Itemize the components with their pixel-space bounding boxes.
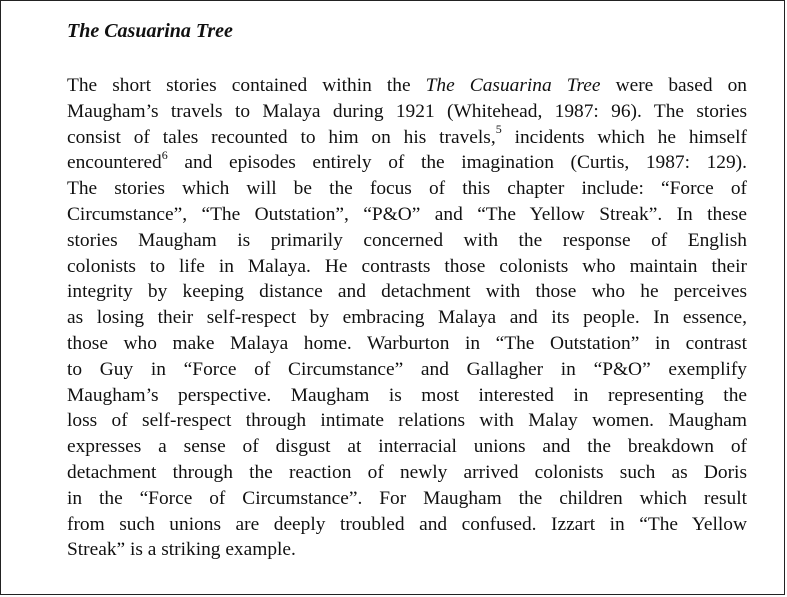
text-run: Maugham’s perspective. Maugham is most interested in representing the [67,384,747,406]
text-run: encountered [67,152,162,174]
text-line [67,122,748,151]
text-run: were based on [600,75,747,96]
body-paragraph [67,73,747,563]
text-run: The short stories contained within the [67,75,426,96]
footnote-marker: 5 [495,122,502,137]
text-run: as losing their self-respect by embracing Malaya and its people. In essence, [67,307,747,329]
section-heading: The Casuarina Tree [67,20,233,42]
text-line [67,331,747,357]
text-run: loss of self-respect through intimate relations with Malay women. Maugham [67,410,747,432]
text-line [67,99,747,125]
text-run: stories Maugham is primarily concerned with the response of English [67,229,747,251]
text-run: The stories which will be the focus of this chapter include: “Force of [67,178,747,200]
text-line [67,460,747,486]
text-line [67,512,747,538]
text-line [67,279,747,305]
text-run: expresses a sense of disgust at interracial unions and the breakdown of [67,436,747,458]
text-run: colonists to life in Malaya. He contrasts those colonists who maintain their [67,255,747,277]
text-run: integrity by keeping distance and detachment with those who he perceives [67,281,747,303]
text-line [67,434,747,460]
text-line [67,202,747,228]
text-run: Circumstance”, “The Outstation”, “P&O” and “The Yellow Streak”. In these [67,203,747,225]
text-line [67,147,747,176]
text-line [67,254,747,280]
text-line [67,537,747,563]
text-run: in the “Force of Circumstance”. For Maugham the children which result [67,487,747,509]
text-run: consist of tales recounted to him on his travels, [67,126,496,148]
text-line [67,486,747,512]
text-line [67,305,747,331]
text-line [67,408,747,434]
text-line [67,176,747,202]
text-run: Streak” is a striking example. [67,539,296,561]
text-run: Maugham’s travels to Malaya during 1921 (Whitehead, 1987: 96). The stories [67,100,747,122]
footnote-marker: 6 [161,147,168,162]
text-line [67,73,747,99]
text-line [67,383,747,409]
document-content [67,17,747,563]
text-line [67,357,747,383]
text-run: to Guy in “Force of Circumstance” and Gallagher in “P&O” exemplify [67,358,747,380]
text-run: incidents which he himself [501,126,748,148]
text-run: from such unions are deeply troubled and confused. Izzart in “The Yellow [67,513,747,535]
text-line [67,228,747,254]
italic-title: The Casuarina Tree [425,75,601,96]
text-run: and episodes entirely of the imagination (Curtis, 1987: 129). [167,152,747,174]
text-run: those who make Malaya home. Warburton in “The Outstation” in contrast [67,332,747,354]
text-run: detachment through the reaction of newly arrived colonists such as Doris [67,461,747,483]
